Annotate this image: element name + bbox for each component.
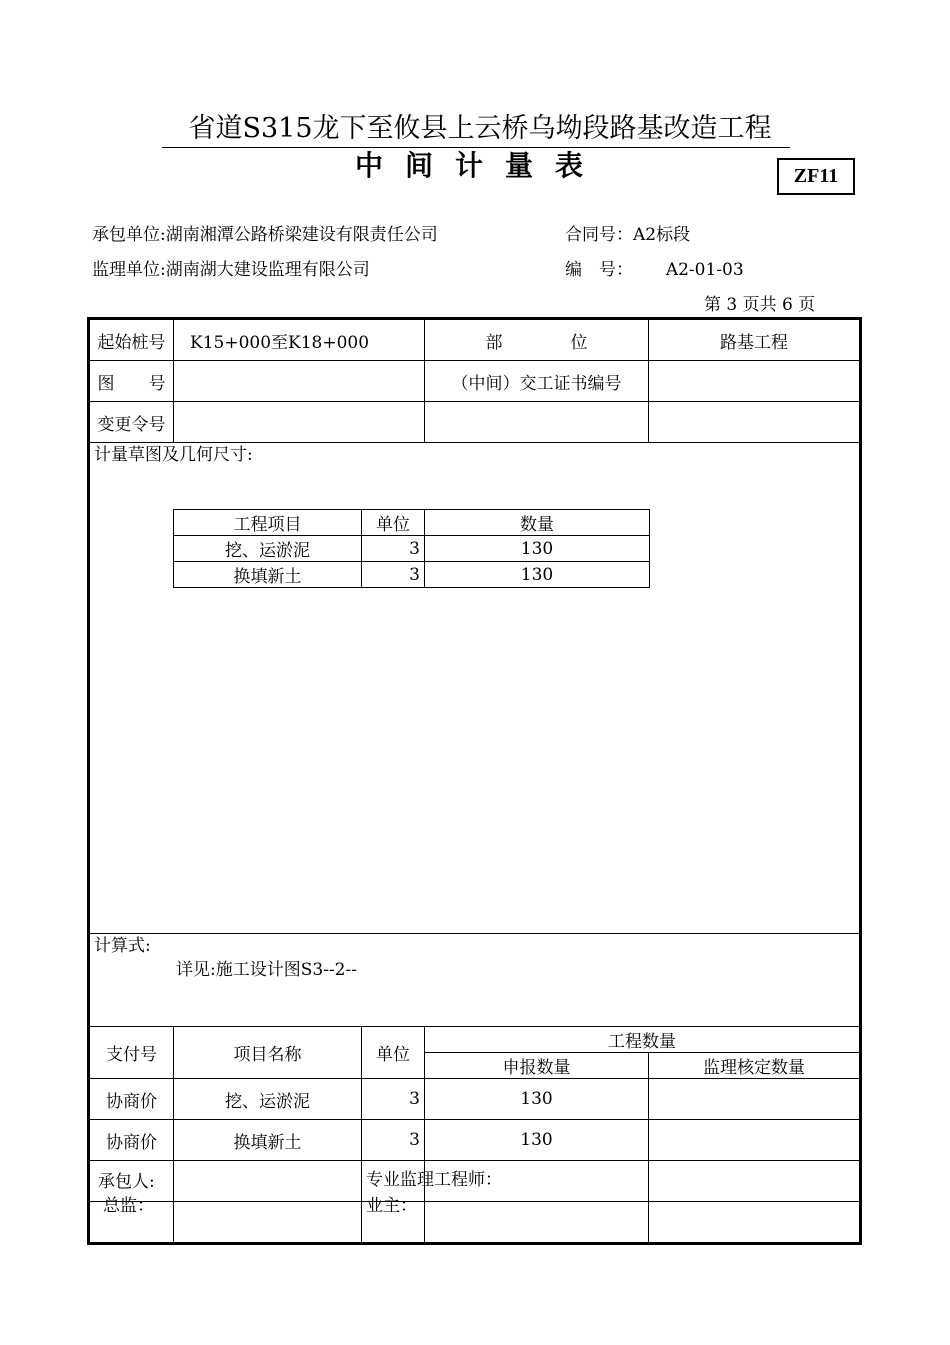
form-code: ZF11 (777, 158, 855, 195)
pay-no: 协商价 (89, 1120, 174, 1161)
part-value: 路基工程 (649, 319, 861, 361)
unit: 3 (362, 1079, 425, 1120)
unit-header: 单位 (362, 1027, 425, 1079)
change-order-blank (425, 402, 649, 443)
sketch-header-qty: 数量 (425, 510, 650, 536)
table-row (174, 536, 650, 562)
reported-qty: 130 (425, 1079, 649, 1120)
approved-qty (649, 1120, 861, 1161)
sketch-qty: 130 (425, 562, 650, 588)
approved-qty (649, 1079, 861, 1120)
calc-detail: 详见:施工设计图S3--2-- (176, 960, 357, 980)
calc-label: 计算式: (94, 936, 151, 956)
supervisor-label: 监理单位: (92, 260, 166, 280)
sketch-item: 挖、运淤泥 (174, 536, 362, 562)
measurement-form (87, 317, 862, 1245)
drawing-no-value (174, 361, 425, 402)
contractor-signature: 承包人: (98, 1172, 155, 1192)
start-station-value: K15+000至K18+000 (174, 319, 425, 361)
change-order-label: 变更令号 (89, 402, 174, 443)
table-row (89, 1202, 861, 1244)
cert-no-label: （中间）交工证书编号 (425, 361, 649, 402)
unit: 3 (362, 1120, 425, 1161)
serial-value: A2-01-03 (665, 260, 744, 280)
contract-no-value: A2标段 (633, 225, 691, 245)
table-row (89, 1120, 861, 1161)
sketch-unit: 3 (362, 562, 425, 588)
engineer-signature: 专业监理工程师： (366, 1170, 502, 1190)
sketch-header-item: 工程项目 (174, 510, 362, 536)
pay-no-header: 支付号 (89, 1027, 174, 1079)
contractor-label: 承包单位: (92, 225, 166, 245)
chief-signature: 总监： (103, 1196, 154, 1216)
quantity-header: 工程数量 (425, 1027, 861, 1053)
reported-header: 申报数量 (425, 1053, 649, 1079)
calc-area (89, 934, 861, 1027)
item-name-header: 项目名称 (174, 1027, 362, 1079)
document-title: 省道S315龙下至攸县上云桥乌坳段路基改造工程 (188, 113, 772, 144)
table-row (174, 562, 650, 588)
sketch-header-unit: 单位 (362, 510, 425, 536)
change-order-extra (649, 402, 861, 443)
pay-no: 协商价 (89, 1079, 174, 1120)
sketch-table (173, 509, 650, 588)
document-subtitle: 中间计量表 (354, 149, 605, 182)
drawing-no-label: 图 号 (89, 361, 174, 402)
start-station-label: 起始桩号 (89, 319, 174, 361)
table-row (89, 1079, 861, 1120)
serial-line (565, 255, 744, 280)
page-info: 第 3 页共 6 页 (704, 295, 816, 315)
sketch-label: 计量草图及几何尺寸: (94, 445, 253, 465)
reported-qty: 130 (425, 1120, 649, 1161)
item-name: 挖、运淤泥 (174, 1079, 362, 1120)
contractor-value: 湖南湘潭公路桥梁建设有限责任公司 (165, 225, 438, 245)
sketch-item: 换填新土 (174, 562, 362, 588)
approved-header: 监理核定数量 (649, 1053, 861, 1079)
item-name: 换填新土 (174, 1120, 362, 1161)
contract-no-line (565, 220, 690, 245)
change-order-value (174, 402, 425, 443)
contract-no-label: 合同号： (565, 225, 633, 245)
sketch-qty: 130 (425, 536, 650, 562)
supervisor-value: 湖南湖大建设监理有限公司 (165, 260, 370, 280)
serial-label: 编 号： (565, 260, 633, 280)
contractor-line (92, 220, 438, 245)
sketch-unit: 3 (362, 536, 425, 562)
supervisor-line (92, 255, 370, 280)
part-label: 部 位 (425, 319, 649, 361)
cert-no-value (649, 361, 861, 402)
owner-signature: 业主： (366, 1196, 417, 1216)
